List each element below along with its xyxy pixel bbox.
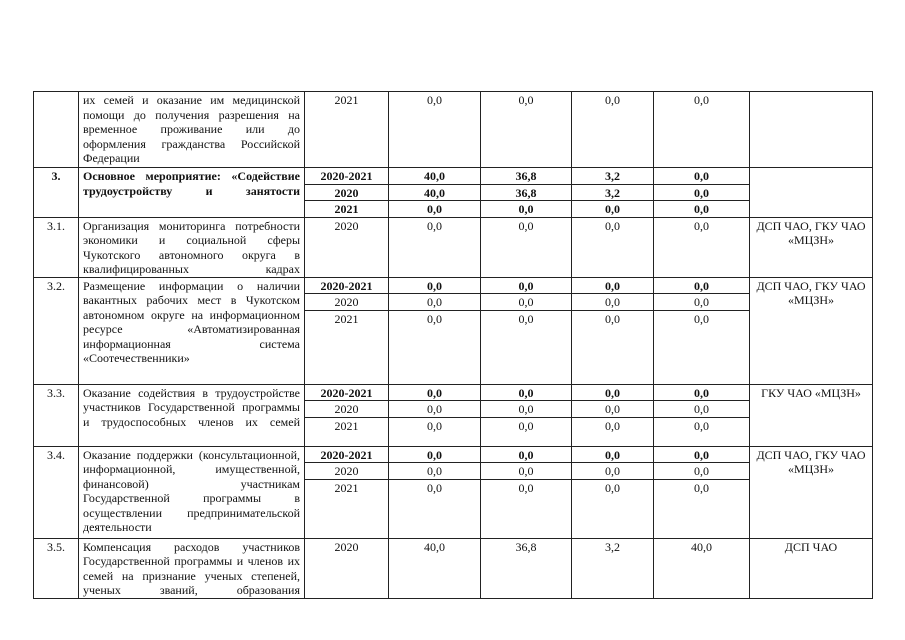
fund-c-cell: 0,0: [654, 217, 750, 277]
executor-cell: [750, 92, 873, 168]
total-cell: 0,0: [389, 217, 481, 277]
fund-b-cell: 3,2: [572, 184, 654, 201]
fund-a-cell: 0,0: [481, 201, 572, 218]
executor-cell: ГКУ ЧАО «МЦЗН»: [750, 384, 873, 446]
table-row: [34, 277, 873, 294]
fund-b-cell: 3,2: [572, 168, 654, 185]
executor-cell: ДСП ЧАО, ГКУ ЧАО «МЦЗН»: [750, 217, 873, 277]
fund-c-cell: 0,0: [654, 294, 750, 311]
fund-c-cell: 0,0: [654, 277, 750, 294]
fund-a-cell: 0,0: [481, 310, 572, 384]
year-cell: 2021: [305, 310, 389, 384]
fund-c-cell: 0,0: [654, 184, 750, 201]
year-cell: 2021: [305, 479, 389, 538]
fund-a-cell: 0,0: [481, 463, 572, 480]
executor-cell: ДСП ЧАО, ГКУ ЧАО «МЦЗН»: [750, 446, 873, 538]
total-cell: 0,0: [389, 310, 481, 384]
executor-cell: [750, 168, 873, 218]
fund-a-cell: 0,0: [481, 401, 572, 418]
table-row: [34, 384, 873, 401]
year-cell: 2020-2021: [305, 384, 389, 401]
fund-c-cell: 0,0: [654, 201, 750, 218]
row-number: 3.: [34, 168, 79, 218]
total-cell: 0,0: [389, 277, 481, 294]
fund-b-cell: 0,0: [572, 479, 654, 538]
row-number: 3.3.: [34, 384, 79, 446]
total-cell: 40,0: [389, 184, 481, 201]
measure-description: Размещение информации о наличии вакантных рабочих мест в Чукотском автономном округе на информационном ресурсе «Автоматизированная информационная система «Соотечественники»: [79, 277, 305, 384]
total-cell: 0,0: [389, 384, 481, 401]
total-cell: 0,0: [389, 446, 481, 463]
fund-a-cell: 0,0: [481, 277, 572, 294]
row-number: [34, 92, 79, 168]
fund-a-cell: 0,0: [481, 384, 572, 401]
fund-b-cell: 0,0: [572, 401, 654, 418]
total-cell: 0,0: [389, 479, 481, 538]
fund-a-cell: 0,0: [481, 479, 572, 538]
table-row: [34, 92, 873, 168]
table-row: [34, 446, 873, 463]
measure-description: Оказание поддержки (консультационной, информационной, имущественной, финансовой) участникам Государственной программы в осуществлении предпринимательской деятельности: [79, 446, 305, 538]
measure-description: Организация мониторинга потребности экономики и социальной сферы Чукотского автономного округа в квалифицированных кадрах: [79, 217, 305, 277]
year-cell: 2020: [305, 294, 389, 311]
table-row: [34, 538, 873, 598]
total-cell: 0,0: [389, 463, 481, 480]
year-cell: 2021: [305, 201, 389, 218]
fund-a-cell: 36,8: [481, 538, 572, 598]
year-cell: 2021: [305, 92, 389, 168]
year-cell: 2020: [305, 401, 389, 418]
fund-b-cell: 0,0: [572, 463, 654, 480]
fund-b-cell: 0,0: [572, 201, 654, 218]
fund-a-cell: 0,0: [481, 92, 572, 168]
fund-b-cell: 3,2: [572, 538, 654, 598]
fund-b-cell: 0,0: [572, 277, 654, 294]
fund-c-cell: 0,0: [654, 463, 750, 480]
fund-a-cell: 0,0: [481, 446, 572, 463]
measure-description: их семей и оказание им медицинской помощи до получения разрешения на временное проживание или до оформления гражданства Российской Федерации: [79, 92, 305, 168]
fund-b-cell: 0,0: [572, 310, 654, 384]
total-cell: 0,0: [389, 417, 481, 446]
fund-a-cell: 0,0: [481, 417, 572, 446]
total-cell: 0,0: [389, 92, 481, 168]
fund-b-cell: 0,0: [572, 446, 654, 463]
fund-b-cell: 0,0: [572, 217, 654, 277]
row-number: 3.4.: [34, 446, 79, 538]
measure-description: Компенсация расходов участников Государственной программы и членов их семей на признание ученых степеней, ученых званий, образования: [79, 538, 305, 598]
fund-c-cell: 0,0: [654, 446, 750, 463]
measure-description: Оказание содействия в трудоустройстве участников Государственной программы и трудоспособных членов их семей: [79, 384, 305, 446]
measure-description: Основное мероприятие: «Содействие трудоустройству и занятости: [79, 168, 305, 218]
fund-a-cell: 36,8: [481, 168, 572, 185]
table-row: [34, 217, 873, 277]
total-cell: 0,0: [389, 294, 481, 311]
fund-c-cell: 0,0: [654, 168, 750, 185]
fund-c-cell: 0,0: [654, 384, 750, 401]
fund-c-cell: 0,0: [654, 401, 750, 418]
fund-a-cell: 0,0: [481, 294, 572, 311]
fund-c-cell: 0,0: [654, 479, 750, 538]
fund-b-cell: 0,0: [572, 384, 654, 401]
fund-b-cell: 0,0: [572, 294, 654, 311]
row-number: 3.1.: [34, 217, 79, 277]
table-row: [34, 168, 873, 185]
year-cell: 2020-2021: [305, 168, 389, 185]
fund-c-cell: 0,0: [654, 417, 750, 446]
year-cell: 2020: [305, 538, 389, 598]
fund-b-cell: 0,0: [572, 417, 654, 446]
executor-cell: ДСП ЧАО: [750, 538, 873, 598]
fund-a-cell: 36,8: [481, 184, 572, 201]
executor-cell: ДСП ЧАО, ГКУ ЧАО «МЦЗН»: [750, 277, 873, 384]
program-table: [33, 91, 873, 599]
total-cell: 40,0: [389, 538, 481, 598]
fund-c-cell: 0,0: [654, 92, 750, 168]
year-cell: 2020: [305, 217, 389, 277]
fund-a-cell: 0,0: [481, 217, 572, 277]
year-cell: 2020-2021: [305, 277, 389, 294]
total-cell: 40,0: [389, 168, 481, 185]
fund-c-cell: 0,0: [654, 310, 750, 384]
row-number: 3.2.: [34, 277, 79, 384]
row-number: 3.5.: [34, 538, 79, 598]
fund-b-cell: 0,0: [572, 92, 654, 168]
total-cell: 0,0: [389, 401, 481, 418]
fund-c-cell: 40,0: [654, 538, 750, 598]
total-cell: 0,0: [389, 201, 481, 218]
year-cell: 2020: [305, 184, 389, 201]
year-cell: 2020: [305, 463, 389, 480]
year-cell: 2020-2021: [305, 446, 389, 463]
year-cell: 2021: [305, 417, 389, 446]
